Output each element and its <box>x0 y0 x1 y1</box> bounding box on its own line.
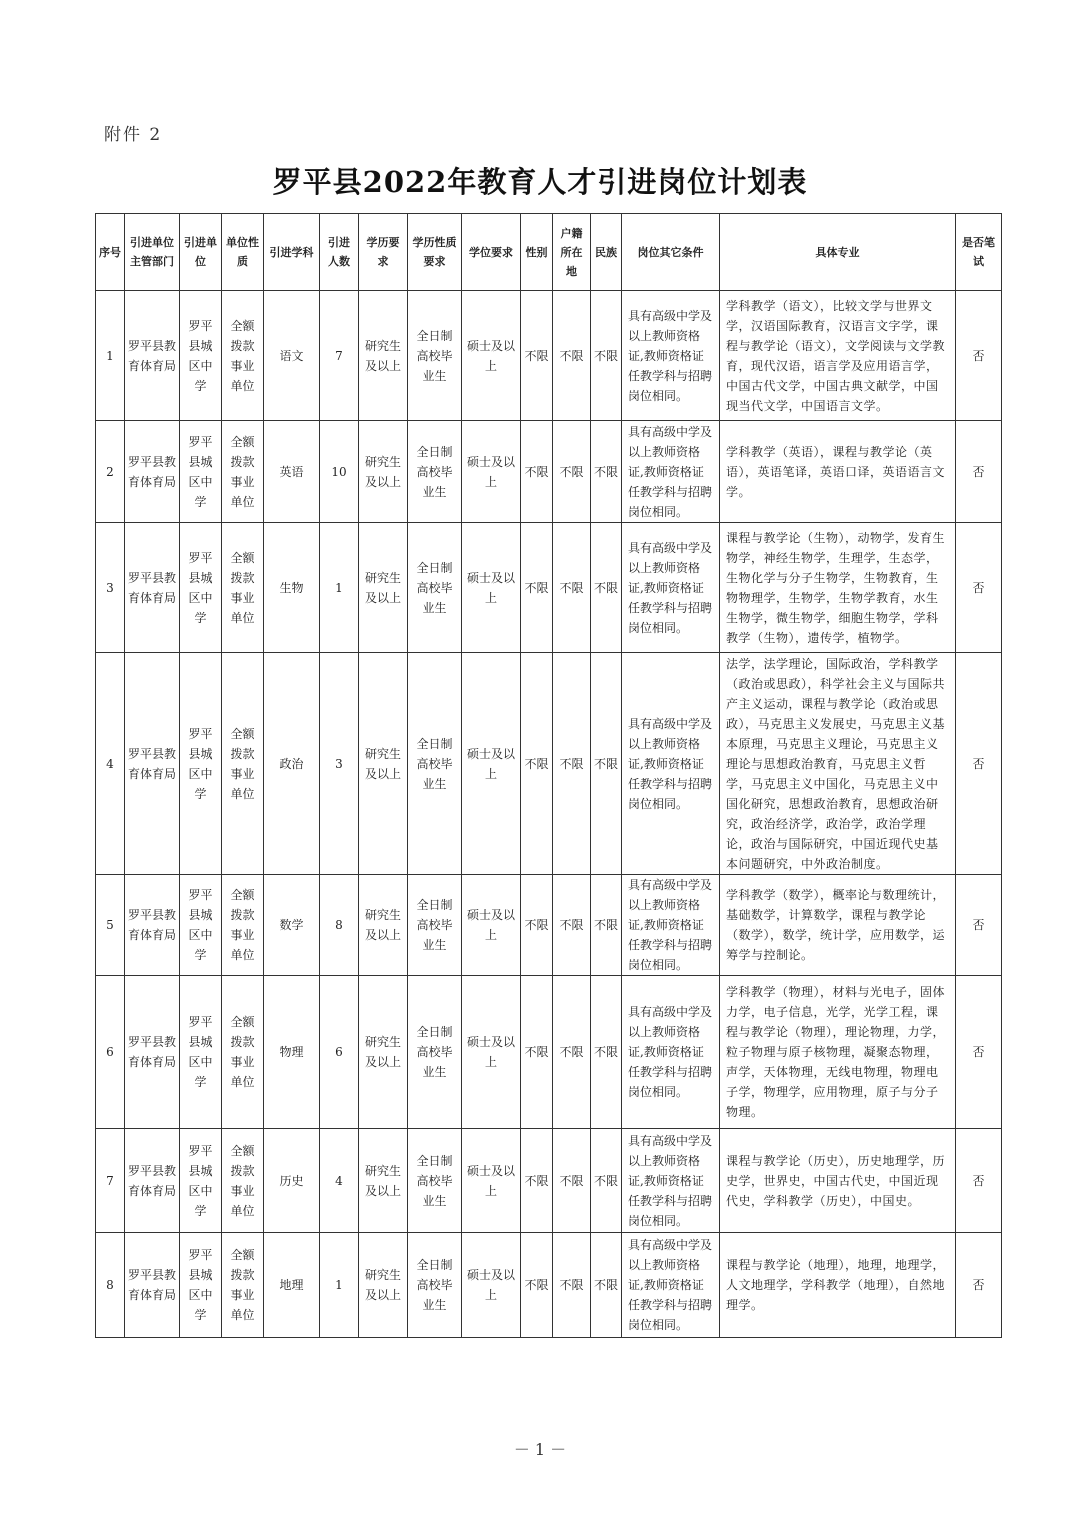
cell-subject: 英语 <box>264 421 320 523</box>
cell-count: 4 <box>320 1129 359 1233</box>
cell-major: 法学，法学理论，国际政治，学科教学（政治或思政），科学社会主义与国际共产主义运动，课程与教学论（政治或思政），马克思主义发展史，马克思主义基本原理，马克思主义理论，马克思主义理论与思想政治教育，马克思主义哲学，马克思主义中国化，马克思主义中国化研究，思想政治教育，思想政治研究，政治经济学，政治学，政治学理论，政治与国际研究，中国近现代史基本问题研究，中外政治制度。 <box>720 653 956 875</box>
cell-no: 1 <box>96 291 125 421</box>
cell-edu-type: 全日制高校毕业生 <box>408 875 462 976</box>
cell-ethnic: 不限 <box>591 523 622 653</box>
cell-exam: 否 <box>956 976 1002 1129</box>
cell-gender: 不限 <box>521 875 553 976</box>
cell-count: 7 <box>320 291 359 421</box>
cell-nature: 全额拨款事业单位 <box>222 291 264 421</box>
header-gender: 性别 <box>521 214 553 291</box>
cell-nature: 全额拨款事业单位 <box>222 1233 264 1338</box>
cell-other: 具有高级中学及以上教师资格证,教师资格证任教学科与招聘岗位相同。 <box>622 421 720 523</box>
cell-unit: 罗平县城区中学 <box>180 976 222 1129</box>
cell-degree: 硕士及以上 <box>462 291 521 421</box>
cell-degree: 硕士及以上 <box>462 653 521 875</box>
cell-no: 2 <box>96 421 125 523</box>
cell-degree: 硕士及以上 <box>462 523 521 653</box>
cell-exam: 否 <box>956 421 1002 523</box>
cell-gender: 不限 <box>521 1233 553 1338</box>
page-title: 罗平县2022年教育人才引进岗位计划表 <box>272 165 808 199</box>
cell-hukou: 不限 <box>553 1129 591 1233</box>
cell-count: 10 <box>320 421 359 523</box>
cell-ethnic: 不限 <box>591 976 622 1129</box>
cell-ethnic: 不限 <box>591 1129 622 1233</box>
header-major: 具体专业 <box>720 214 956 291</box>
cell-no: 6 <box>96 976 125 1129</box>
cell-no: 7 <box>96 1129 125 1233</box>
cell-edu: 研究生及以上 <box>359 1129 408 1233</box>
cell-gender: 不限 <box>521 291 553 421</box>
cell-hukou: 不限 <box>553 291 591 421</box>
cell-degree: 硕士及以上 <box>462 421 521 523</box>
cell-other: 具有高级中学及以上教师资格证,教师资格证任教学科与招聘岗位相同。 <box>622 1129 720 1233</box>
cell-subject: 物理 <box>264 976 320 1129</box>
attachment-label: 附件 2 <box>104 125 163 145</box>
plan-table <box>95 213 1002 1338</box>
cell-edu: 研究生及以上 <box>359 421 408 523</box>
cell-edu-type: 全日制高校毕业生 <box>408 1129 462 1233</box>
cell-gender: 不限 <box>521 421 553 523</box>
header-edu: 学历要求 <box>359 214 408 291</box>
cell-major: 学科教学（英语），课程与教学论（英语），英语笔译，英语口译，英语语言文学。 <box>720 421 956 523</box>
cell-ethnic: 不限 <box>591 653 622 875</box>
header-hukou: 户籍所在地 <box>553 214 591 291</box>
cell-no: 8 <box>96 1233 125 1338</box>
header-subject: 引进学科 <box>264 214 320 291</box>
cell-other: 具有高级中学及以上教师资格证,教师资格证任教学科与招聘岗位相同。 <box>622 653 720 875</box>
cell-gender: 不限 <box>521 653 553 875</box>
header-degree: 学位要求 <box>462 214 521 291</box>
cell-exam: 否 <box>956 523 1002 653</box>
cell-dept: 罗平县教育体育局 <box>125 1129 180 1233</box>
cell-subject: 生物 <box>264 523 320 653</box>
cell-degree: 硕士及以上 <box>462 976 521 1129</box>
cell-unit: 罗平县城区中学 <box>180 421 222 523</box>
header-exam: 是否笔试 <box>956 214 1002 291</box>
cell-unit: 罗平县城区中学 <box>180 653 222 875</box>
cell-nature: 全额拨款事业单位 <box>222 523 264 653</box>
cell-degree: 硕士及以上 <box>462 875 521 976</box>
cell-major: 学科教学（数学），概率论与数理统计，基础数学，计算数学，课程与教学论（数学），数学，统计学，应用数学，运筹学与控制论。 <box>720 875 956 976</box>
cell-ethnic: 不限 <box>591 1233 622 1338</box>
cell-subject: 语文 <box>264 291 320 421</box>
cell-edu-type: 全日制高校毕业生 <box>408 1233 462 1338</box>
cell-other: 具有高级中学及以上教师资格证,教师资格证任教学科与招聘岗位相同。 <box>622 976 720 1129</box>
cell-major: 学科教学（语文），比较文学与世界文学，汉语国际教育，汉语言文字学，课程与教学论（语文），文学阅读与文学教育，现代汉语，语言学及应用语言学，中国古代文学，中国古典文献学，中国现当代文学，中国语言文学。 <box>720 291 956 421</box>
header-dept: 引进单位主管部门 <box>125 214 180 291</box>
cell-dept: 罗平县教育体育局 <box>125 1233 180 1338</box>
cell-dept: 罗平县教育体育局 <box>125 653 180 875</box>
cell-count: 1 <box>320 523 359 653</box>
cell-subject: 地理 <box>264 1233 320 1338</box>
cell-unit: 罗平县城区中学 <box>180 1129 222 1233</box>
header-ethnic: 民族 <box>591 214 622 291</box>
cell-dept: 罗平县教育体育局 <box>125 875 180 976</box>
cell-edu: 研究生及以上 <box>359 875 408 976</box>
cell-major: 课程与教学论（生物），动物学，发育生物学，神经生物学，生理学，生态学，生物化学与分子生物学，生物教育，生物物理学，生物学，生物学教育，水生生物学，微生物学，细胞生物学，学科教学（生物），遗传学，植物学。 <box>720 523 956 653</box>
cell-unit: 罗平县城区中学 <box>180 1233 222 1338</box>
cell-major: 课程与教学论（地理），地理，地理学，人文地理学，学科教学（地理），自然地理学。 <box>720 1233 956 1338</box>
header-unit: 引进单位 <box>180 214 222 291</box>
cell-hukou: 不限 <box>553 523 591 653</box>
table-row <box>96 523 1002 653</box>
cell-edu: 研究生及以上 <box>359 291 408 421</box>
cell-no: 5 <box>96 875 125 976</box>
cell-nature: 全额拨款事业单位 <box>222 1129 264 1233</box>
cell-dept: 罗平县教育体育局 <box>125 291 180 421</box>
cell-unit: 罗平县城区中学 <box>180 523 222 653</box>
cell-no: 4 <box>96 653 125 875</box>
cell-other: 具有高级中学及以上教师资格证,教师资格证任教学科与招聘岗位相同。 <box>622 523 720 653</box>
cell-subject: 数学 <box>264 875 320 976</box>
cell-edu: 研究生及以上 <box>359 976 408 1129</box>
page-number: － 1 － <box>513 1440 567 1459</box>
cell-count: 8 <box>320 875 359 976</box>
cell-hukou: 不限 <box>553 1233 591 1338</box>
cell-nature: 全额拨款事业单位 <box>222 421 264 523</box>
cell-degree: 硕士及以上 <box>462 1129 521 1233</box>
table-row <box>96 421 1002 523</box>
cell-other: 具有高级中学及以上教师资格证,教师资格证任教学科与招聘岗位相同。 <box>622 291 720 421</box>
table-row <box>96 875 1002 976</box>
cell-major: 课程与教学论（历史），历史地理学，历史学，世界史，中国古代史，中国近现代史，学科教学（历史），中国史。 <box>720 1129 956 1233</box>
cell-dept: 罗平县教育体育局 <box>125 421 180 523</box>
cell-gender: 不限 <box>521 976 553 1129</box>
cell-gender: 不限 <box>521 523 553 653</box>
cell-edu-type: 全日制高校毕业生 <box>408 421 462 523</box>
header-count: 引进人数 <box>320 214 359 291</box>
cell-dept: 罗平县教育体育局 <box>125 976 180 1129</box>
cell-dept: 罗平县教育体育局 <box>125 523 180 653</box>
cell-count: 3 <box>320 653 359 875</box>
cell-nature: 全额拨款事业单位 <box>222 875 264 976</box>
cell-exam: 否 <box>956 291 1002 421</box>
cell-edu: 研究生及以上 <box>359 523 408 653</box>
cell-other: 具有高级中学及以上教师资格证,教师资格证任教学科与招聘岗位相同。 <box>622 875 720 976</box>
cell-exam: 否 <box>956 653 1002 875</box>
cell-exam: 否 <box>956 1129 1002 1233</box>
cell-unit: 罗平县城区中学 <box>180 291 222 421</box>
cell-edu: 研究生及以上 <box>359 653 408 875</box>
cell-hukou: 不限 <box>553 875 591 976</box>
table-row <box>96 291 1002 421</box>
cell-degree: 硕士及以上 <box>462 1233 521 1338</box>
cell-count: 6 <box>320 976 359 1129</box>
table-header-row <box>96 214 1002 291</box>
cell-nature: 全额拨款事业单位 <box>222 653 264 875</box>
cell-subject: 政治 <box>264 653 320 875</box>
table-row <box>96 653 1002 875</box>
cell-edu-type: 全日制高校毕业生 <box>408 653 462 875</box>
table-row <box>96 976 1002 1129</box>
cell-edu-type: 全日制高校毕业生 <box>408 976 462 1129</box>
cell-gender: 不限 <box>521 1129 553 1233</box>
cell-other: 具有高级中学及以上教师资格证,教师资格证任教学科与招聘岗位相同。 <box>622 1233 720 1338</box>
cell-hukou: 不限 <box>553 421 591 523</box>
cell-hukou: 不限 <box>553 976 591 1129</box>
cell-no: 3 <box>96 523 125 653</box>
cell-unit: 罗平县城区中学 <box>180 875 222 976</box>
header-nature: 单位性质 <box>222 214 264 291</box>
cell-edu-type: 全日制高校毕业生 <box>408 291 462 421</box>
header-edu-type: 学历性质要求 <box>408 214 462 291</box>
table-row <box>96 1129 1002 1233</box>
cell-ethnic: 不限 <box>591 291 622 421</box>
cell-exam: 否 <box>956 1233 1002 1338</box>
cell-edu-type: 全日制高校毕业生 <box>408 523 462 653</box>
cell-edu: 研究生及以上 <box>359 1233 408 1338</box>
cell-count: 1 <box>320 1233 359 1338</box>
cell-ethnic: 不限 <box>591 875 622 976</box>
cell-subject: 历史 <box>264 1129 320 1233</box>
cell-ethnic: 不限 <box>591 421 622 523</box>
cell-exam: 否 <box>956 875 1002 976</box>
header-other: 岗位其它条件 <box>622 214 720 291</box>
header-no: 序号 <box>96 214 125 291</box>
cell-nature: 全额拨款事业单位 <box>222 976 264 1129</box>
table-row <box>96 1233 1002 1338</box>
cell-hukou: 不限 <box>553 653 591 875</box>
cell-major: 学科教学（物理），材料与光电子，固体力学，电子信息，光学，光学工程，课程与教学论（物理），理论物理，力学，粒子物理与原子核物理，凝聚态物理，声学，天体物理，无线电物理，物理电子学，物理学，应用物理，原子与分子物理。 <box>720 976 956 1129</box>
